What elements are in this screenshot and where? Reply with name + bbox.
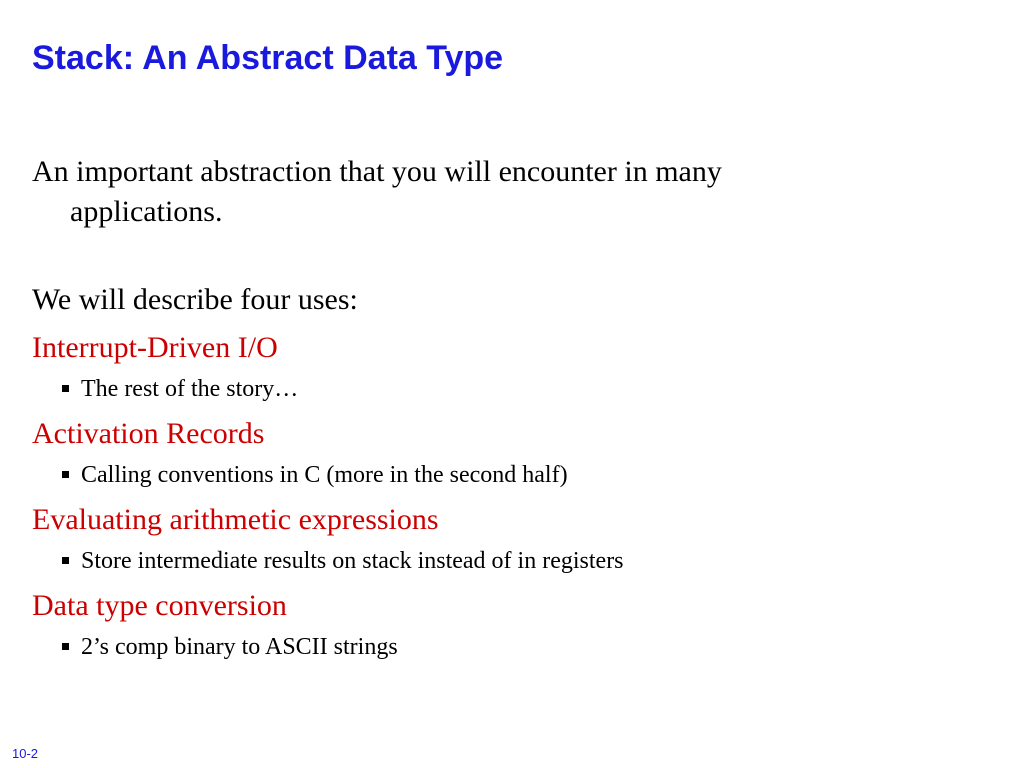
intro-paragraph: An important abstraction that you will encounter in many applications. (32, 155, 722, 228)
slide-title: Stack: An Abstract Data Type (32, 39, 504, 77)
square-bullet-icon (62, 471, 69, 478)
topic-heading: Evaluating arithmetic expressions (32, 503, 439, 536)
topic-detail (62, 374, 932, 404)
page-number: 10-2 (12, 746, 39, 761)
topic-detail (62, 632, 932, 662)
topic-detail-text: 2’s comp binary to ASCII strings (81, 634, 398, 660)
topic-heading: Activation Records (32, 417, 265, 450)
topic-heading: Data type conversion (32, 589, 287, 622)
square-bullet-icon (62, 385, 69, 392)
square-bullet-icon (62, 643, 69, 650)
slide-body (32, 152, 932, 662)
topic-heading: Interrupt-Driven I/O (32, 331, 278, 364)
topic-detail-text: Store intermediate results on stack instead of in registers (81, 548, 624, 574)
topic-detail (62, 546, 932, 576)
topic-detail (62, 460, 932, 490)
lead-sentence: We will describe four uses: (32, 283, 358, 316)
topic-detail-text: Calling conventions in C (more in the second half) (81, 462, 568, 488)
square-bullet-icon (62, 557, 69, 564)
topic-detail-text: The rest of the story… (81, 376, 299, 402)
